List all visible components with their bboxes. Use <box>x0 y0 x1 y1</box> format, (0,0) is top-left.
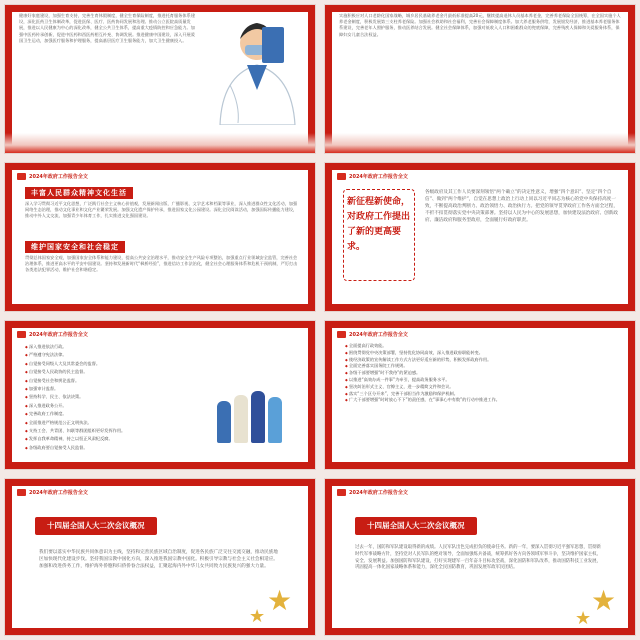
meeting-title: 十四届全国人大二次会议概况 <box>35 517 157 535</box>
doctor-illustration <box>210 5 305 125</box>
bullet-list <box>345 343 621 404</box>
slide-text: 健康好家庭建设，加强生育支持，完善生育休假制度，健全生育保险制度，推进托育服务体系建设，深化医药卫生体制改革，促进医保、医疗、医药协同发展和治理。推动公立医院高质量发展，推进以人民健康为中心的深化改革，健全公共卫生体系，提高重大疫情防控和应急能力。加强中医药传承创新，促进中医药和西医药相互补充、协调发展。推进健康中国建设，深入开展爱国卫生运动，加强医疗服务和护理服务，提高基层医疗卫生服务能力，加大卫生健康投入。 <box>19 13 195 43</box>
list-item: ◆ 深入推进政务公开。 <box>25 402 215 410</box>
list-item: ◆ 深入推进依法行政。 <box>25 343 215 351</box>
bullet-list <box>25 343 215 452</box>
people-illustration <box>217 391 282 443</box>
list-item: ◆ 坚决纠治形式主义、官僚主义，进一步精简文件和会议。 <box>345 384 621 391</box>
slide-header <box>337 331 408 338</box>
flag-icon <box>337 489 346 496</box>
slide-header <box>17 331 88 338</box>
slide-law-governance[interactable] <box>4 320 316 470</box>
flag-icon <box>337 331 346 338</box>
list-item: ◆ 支持工会、共青团、妇联等群团组织更好发挥作用。 <box>25 427 215 435</box>
header-label: 2024年政府工作报告全文 <box>29 174 88 180</box>
list-item: ◆ 自觉接受同级人大及其常委会的监督。 <box>25 360 215 368</box>
list-item: ◆ 完善政府工作制度。 <box>25 410 215 418</box>
star-icon: ★ <box>575 608 592 629</box>
slide-culture-security[interactable] <box>4 162 316 312</box>
list-item: ◆ 发挥自我革命精神，持之以恒正风肃纪反腐。 <box>25 435 215 443</box>
slide-header <box>17 173 88 180</box>
list-item: ◆ 全面提高行政效能。 <box>345 343 621 350</box>
list-item: ◆ 以推进“高效办成一件事”为牵引，提高政务服务水平。 <box>345 377 621 384</box>
list-item: ◆ 自觉接受人民政协的民主监督。 <box>25 368 215 376</box>
list-item: ◆ 自觉接受社会和舆论监督。 <box>25 377 215 385</box>
flag-icon <box>17 173 26 180</box>
header-label: 2024年政府工作报告全文 <box>29 490 88 496</box>
section-text-culture: 深入学习贯彻习近平文化思想，广泛践行社会主义核心价值观，发展新闻出版、广播影视、文学艺术和档案等事业，深入推进群众性文化活动，加强网络生态治理，推动文化事业和文化产业繁荣发展。加强文化遗产保护传承，推进国家文化公园建设。深化全民阅读活动，加强国际传播能力建设，推动中外人文交流，加强青少年体育工作，扎实推进文化强国建设。 <box>25 201 298 219</box>
slide-text: 过去一年，国防和军队建设取得新的成绩。人民军队出色完成担负的使命任务。新的一年，要深入贯彻习近平强军思想，贯彻新时代军事战略方针，坚持党对人民军队的绝对领导，全面加强练兵备战，统筹抓好各方向各领域军事斗争，坚决维护国家主权、安全、发展利益。加强国防和军队建设，打好实现建军一百年奋斗目标攻坚战，深化国防和军队改革，推动国防科技工业发展，巩固提高一体化国家战略体系和能力，深化全民国防教育，巩固发展军政军民团结。 <box>355 545 601 571</box>
list-item: ◆ 使经济政策的宣传解读工作方式方法更好适应新的形势，积极发挥政府作用。 <box>345 357 621 364</box>
bottom-wave <box>5 133 315 153</box>
slide-header <box>17 489 88 496</box>
person-figure <box>268 397 282 443</box>
list-item: ◆ 加强审计监督。 <box>25 385 215 393</box>
header-label: 2024年政府工作报告全文 <box>349 490 408 496</box>
list-item: ◆ 各级政府要自觉接受人民监督。 <box>25 444 215 452</box>
bottom-wave <box>325 133 635 153</box>
slide-header <box>337 173 408 180</box>
list-item: ◆ 各级干部要增强“时不我待”的紧迫感。 <box>345 370 621 377</box>
flag-icon <box>17 331 26 338</box>
slide-health[interactable] <box>4 4 316 154</box>
slide-text: 各级政府及其工作人员要深刻领悟“两个确立”的决定性意义，增强“四个意识”、坚定“四个自信”、做到“两个维护”，自觉在思想上政治上行动上同以习近平同志为核心的党中央保持高度一致，不断提高政治判断力、政治领悟力、政治执行力。把党的领导贯穿政府工作各方面全过程，不折不扣贯彻落实党中央决策部署。坚持以人民为中心的发展思想，加快建设法治政府、创新政府、廉洁政府和服务型政府，全面履行好政府职责。 <box>425 190 618 223</box>
person-figure <box>217 401 231 443</box>
slide-text: 我们要以落实中华民族共同体意识为主线，坚持和完善民族区域自治制度，促进各民族广泛交往交流交融，推动民族地区加快现代化建设步伐。坚持我国宗教中国化方向，深入推进我国宗教中国化。积极引导宗教与社会主义社会相适应。加强和改进侨务工作，维护海外侨胞和归侨侨眷合法权益，汇聚起海内外中华儿女共同致力民族复兴的强大力量。 <box>39 550 278 570</box>
star-icon: ★ <box>267 584 293 617</box>
list-item: ◆ 广大干部要增强“时时放心不下”的责任感，在“事事心中有数”的行动中推进工作。 <box>345 397 621 404</box>
person-figure <box>234 395 248 443</box>
slide-frame <box>5 163 315 311</box>
flag-icon <box>17 489 26 496</box>
slide-meeting-defense[interactable] <box>324 478 636 636</box>
slide-social-security[interactable] <box>324 4 636 154</box>
star-icon: ★ <box>591 584 617 617</box>
slide-text: 实施积极应对人口老龄化国家战略，城乡居民基础养老金月最低标准提高20元，继续提高退休人员基本养老金，完善养老保险全国统筹，在全国实施个人养老金制度，积极发展第三支柱养老保险。加强社会救助和社会福利，完善社会保障制度体系。加大养老服务供给，发展银发经济，推进基本养老服务体系建设，完善老年人照护服务，推动医养结合发展。健全社会保障体系，加强对低收入人口和困难群众的兜底保障，完善残疾人保障和关爱服务体系，保障妇女儿童合法权益。 <box>339 13 621 37</box>
list-item: ◆ 围绕贯彻党中央决策部署，坚持优化协同高效，深入推进政府职能转变。 <box>345 350 621 357</box>
section-title-security: 维护国家安全和社会稳定 <box>25 241 125 253</box>
list-item: ◆ 严格遵守宪法法律。 <box>25 351 215 359</box>
section-text-security: 贯彻总体国家安全观，加强国家安全体系和能力建设，提高公共安全治理水平，推动安全生产风险专项整治，加强重点行业领域安全监管，完善社会治理体系，推进更高水平的平安中国建设。坚持和发展新时代“枫桥经验”，推进信访工作法治化，健全社会心理服务体系和危机干预机制，严厉打击各类违法犯罪活动，维护社会和谐稳定。 <box>25 255 298 273</box>
header-label: 2024年政府工作报告全文 <box>349 174 408 180</box>
list-item: ◆ 全面完善落实国务院工作规则。 <box>345 363 621 370</box>
list-item: ◆ 全面推进严格规范公正文明执法。 <box>25 419 215 427</box>
slide-meeting-ethnic[interactable] <box>4 478 316 636</box>
meeting-title: 十四届全国人大二次会议概况 <box>355 517 477 535</box>
section-title-culture: 丰富人民群众精神文化生活 <box>25 187 133 199</box>
list-item: ◆ 落实“三个区分开来”，完善干部担当作为激励和保护机制。 <box>345 391 621 398</box>
slide-quote[interactable] <box>324 162 636 312</box>
header-label: 2024年政府工作报告全文 <box>349 332 408 338</box>
header-label: 2024年政府工作报告全文 <box>29 332 88 338</box>
star-icon: ★ <box>249 606 266 627</box>
slide-efficiency[interactable] <box>324 320 636 470</box>
quote-text: 新征程新使命，对政府工作提出了新的更高要求。 <box>347 197 411 252</box>
list-item: ◆ 坚持科学、民主、依法决策。 <box>25 393 215 401</box>
flag-icon <box>337 173 346 180</box>
slide-header <box>337 489 408 496</box>
person-figure <box>251 391 265 443</box>
